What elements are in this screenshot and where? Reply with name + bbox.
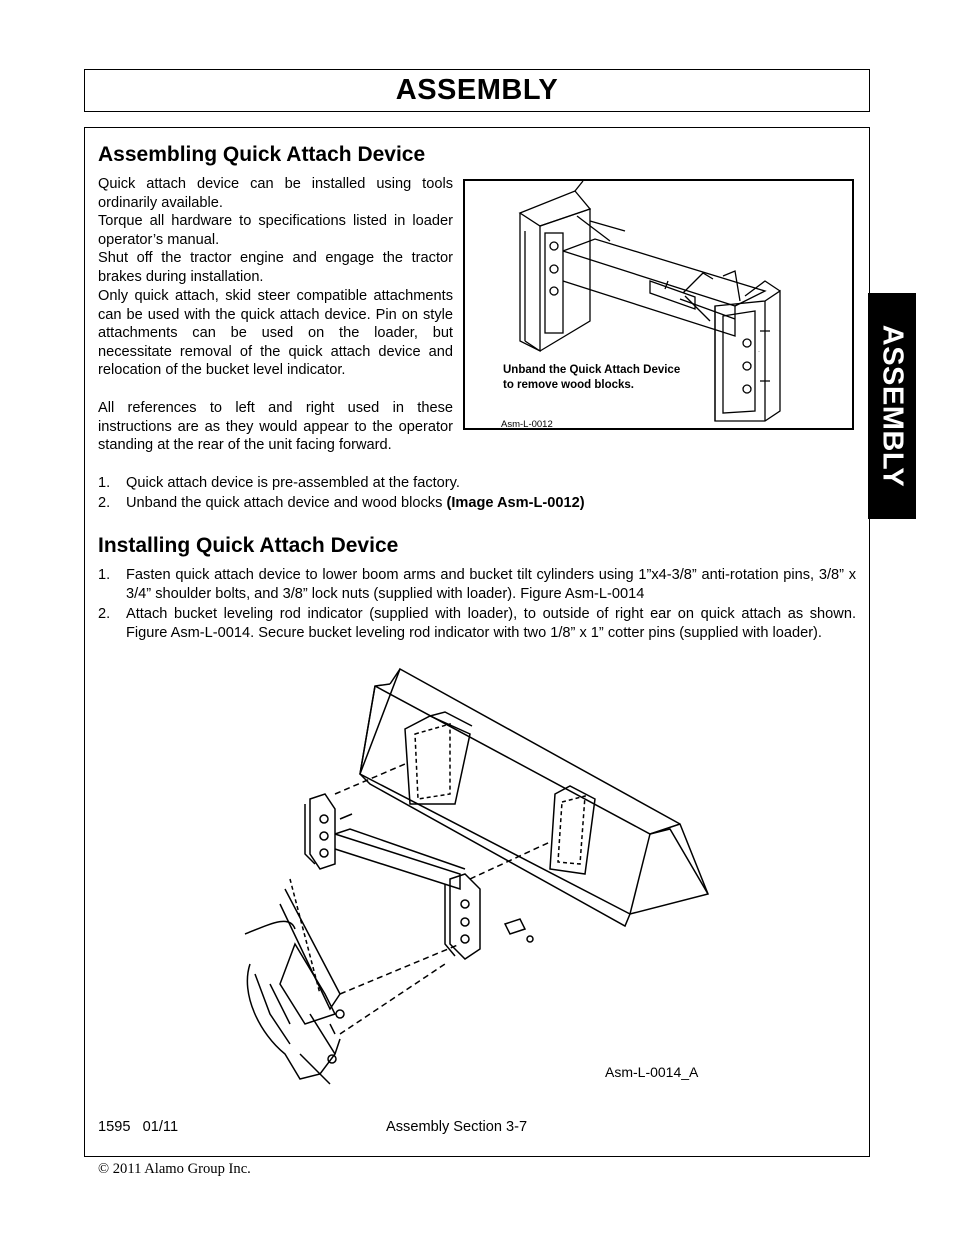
figure-caption-line: to remove wood blocks.	[503, 378, 634, 391]
list-text: Unband the quick attach device and wood blocks	[126, 495, 447, 511]
list-text: Quick attach device is pre-assembled at the factory.	[126, 475, 460, 491]
paragraph-shutoff: Shut off the tractor engine and engage the tractor brakes during installation.	[98, 250, 453, 285]
list-number: 2.	[98, 495, 111, 511]
list-item	[98, 474, 858, 493]
paragraph-tools: Quick attach device can be installed using tools ordinarily available.	[98, 176, 453, 211]
header-box	[84, 69, 870, 112]
section-heading-installing: Installing Quick Attach Device	[98, 534, 399, 557]
list-number: 1.	[98, 475, 111, 491]
paragraph-references: All references to left and right used in these instructions are as they would appear to the operator standing at the rear of the unit facing forward.	[98, 400, 453, 454]
figure-caption-line: Unband the Quick Attach Device	[503, 364, 681, 376]
figure-quick-attach-banded	[463, 179, 854, 430]
page-title: ASSEMBLY	[395, 74, 559, 106]
footer-part-date: 1595 01/11	[98, 1119, 179, 1135]
list-item	[98, 494, 858, 513]
figure-quick-attach-install	[240, 664, 720, 1090]
side-tab	[868, 293, 916, 519]
copyright: © 2011 Alamo Group Inc.	[98, 1161, 251, 1177]
list-item	[98, 605, 856, 662]
section-heading-assembling: Assembling Quick Attach Device	[98, 143, 426, 166]
list-item	[98, 566, 856, 604]
figure-caption	[503, 363, 680, 392]
list-text-wrap	[126, 494, 585, 513]
footer-section: Assembly Section 3-7	[386, 1119, 528, 1135]
paragraph-torque: Torque all hardware to specifications listed in loader operator’s manual.	[98, 213, 453, 248]
svg-text:·: ·	[758, 349, 760, 355]
figure-id: Asm-L-0012	[501, 419, 553, 430]
list-text: Fasten quick attach device to lower boom arms and bucket tilt cylinders using 1”x4-3/8” anti-rotation pins, 3/8” x 3/4” shoulder bolts, and 3/8” lock nuts (supplied with loader). Figure Asm-L-0014	[126, 567, 856, 602]
image-reference: (Image Asm-L-0012)	[446, 495, 585, 511]
figure-id: Asm-L-0014_A	[605, 1064, 699, 1080]
list-number: 1.	[98, 567, 111, 583]
side-tab-label: ASSEMBLY	[876, 324, 909, 488]
list-number: 2.	[98, 606, 111, 622]
paragraph-compatible: Only quick attach, skid steer compatible attachments can be used with the quick attach device. Pin on style attachments can be used on the loader, but necessitate removal of the quick attach device and relocation of the bucket level indicator.	[98, 288, 453, 379]
list-text: Attach bucket leveling rod indicator (supplied with loader), to outside of right ear on quick attach as shown. Figure Asm-L-0014. Secure bucket leveling rod indicator with two 1/8” x 1” cotter pins (supplied with loader).	[126, 606, 856, 641]
install-illustration	[240, 664, 720, 1090]
